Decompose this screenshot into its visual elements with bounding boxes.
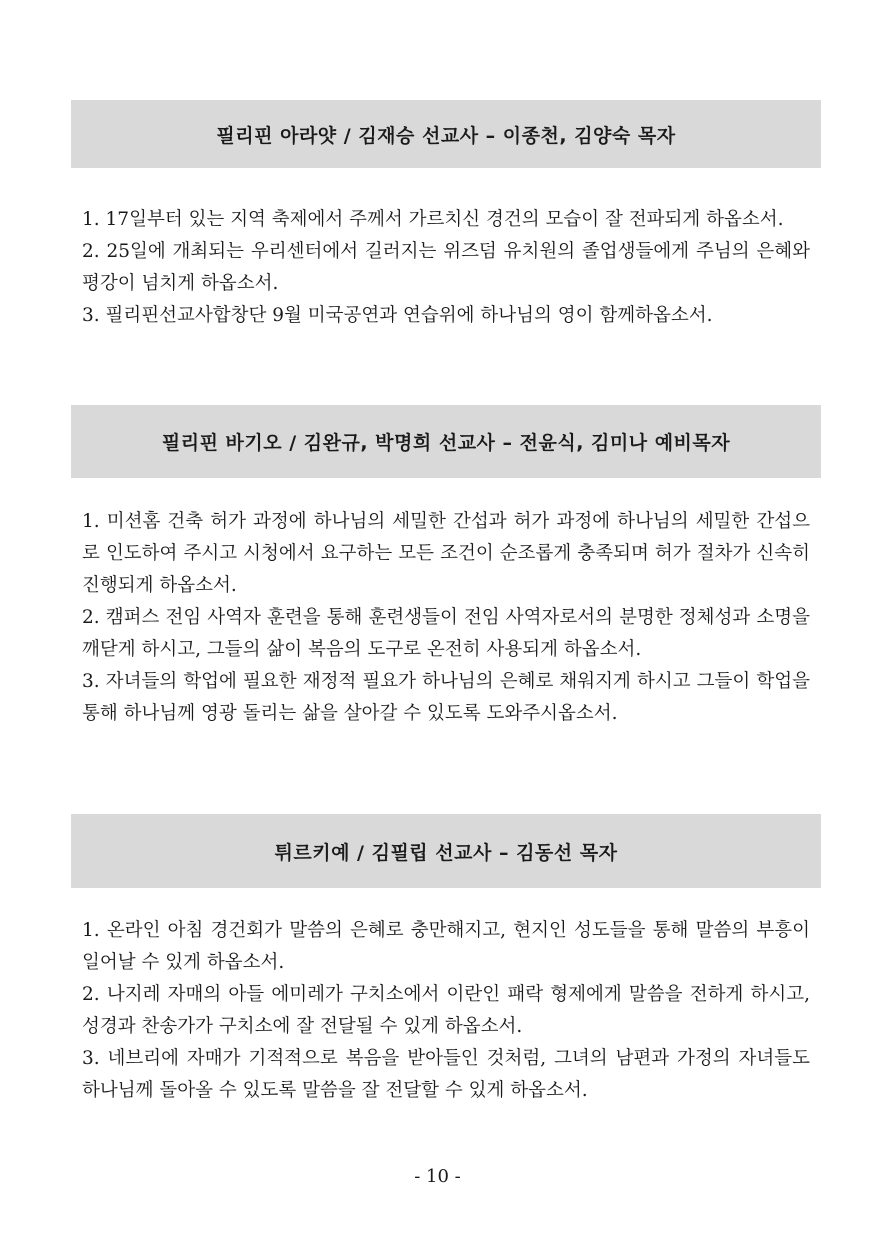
section-2-body [82,506,810,730]
section-3-body [82,915,810,1107]
section-3-item-1: 1. 온라인 아침 경건회가 말씀의 은혜로 충만해지고, 현지인 성도들을 통해 말씀의 부흥이 일어날 수 있게 하옵소서. [82,920,810,973]
section-1-item-3: 3. 필리핀선교사합창단 9월 미국공연과 연습위에 하나님의 영이 함께하옵소서. [82,305,713,326]
section-1-title: 필리핀 아라얏 / 김재승 선교사 – 이종천, 김양숙 목자 [216,124,676,147]
section-2-item-1: 1. 미션홈 건축 허가 과정에 하나님의 세밀한 간섭과 허가 과정에 하나님의 세밀한 간섭으로 인도하여 주시고 시청에서 요구하는 모든 조건이 순조롭게 충족되며 허가 절차가 신속히 진행되게 하옵소서. [82,511,810,596]
section-2-title: 필리핀 바기오 / 김완규, 박명희 선교사 – 전윤식, 김미나 예비목자 [161,432,731,454]
section-1-item-2: 2. 25일에 개최되는 우리센터에서 길러지는 위즈덤 유치원의 졸업생들에게 주님의 은혜와 평강이 넘치게 하옵소서. [82,241,810,294]
section-2-header [71,405,821,478]
section-2-item-3: 3. 자녀들의 학업에 필요한 재정적 필요가 하나님의 은혜로 채워지게 하시고 그들이 학업을 통해 하나님께 영광 돌리는 삶을 살아갈 수 있도록 도와주시옵소서. [82,671,810,724]
section-3-item-2: 2. 나지레 자매의 아들 에미레가 구치소에서 이란인 패락 형제에게 말씀을 전하게 하시고, 성경과 찬송가가 구치소에 잘 전달될 수 있게 하옵소서. [82,984,810,1037]
section-1-body [82,204,810,332]
section-3-item-3: 3. 네브리에 자매가 기적적으로 복음을 받아들인 것처럼, 그녀의 남편과 가정의 자녀들도 하나님께 돌아올 수 있도록 말씀을 잘 전달할 수 있게 하옵소서. [82,1048,810,1101]
section-1-header [71,100,821,168]
section-3-title: 튀르키예 / 김필립 선교사 – 김동선 목자 [274,841,618,864]
page-number: - 10 - [414,1166,461,1187]
section-1-item-1: 1. 17일부터 있는 지역 축제에서 주께서 가르치신 경건의 모습이 잘 전파되게 하옵소서. [82,209,784,230]
section-3-header [71,814,821,888]
section-2-item-2: 2. 캠퍼스 전임 사역자 훈련을 통해 훈련생들이 전임 사역자로서의 분명한 정체성과 소명을 깨닫게 하시고, 그들의 삶이 복음의 도구로 온전히 사용되게 하옵소서. [82,607,810,660]
